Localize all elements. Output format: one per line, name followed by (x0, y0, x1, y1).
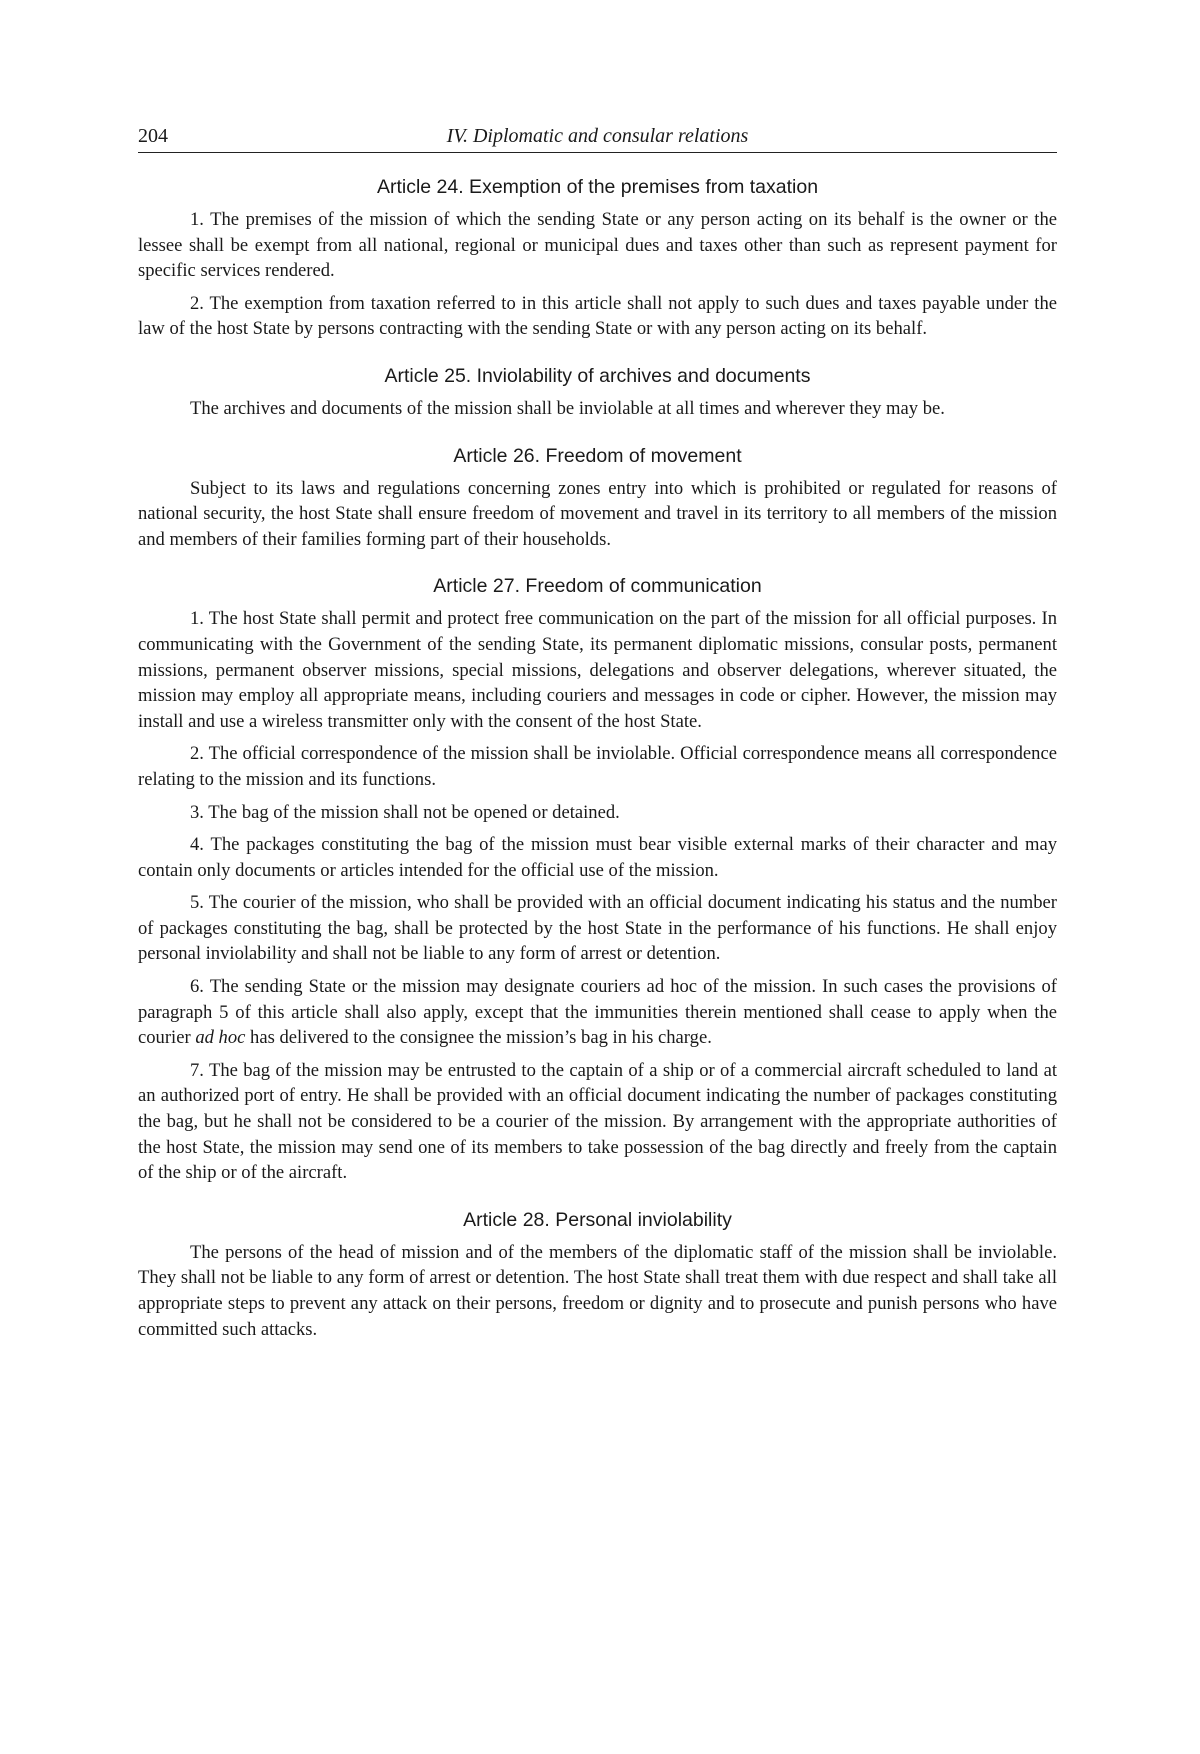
italic-term: ad hoc (195, 1027, 246, 1049)
article-title: Article 24. Exemption of the premises from taxation (376, 176, 819, 198)
article-title: Article 25. Inviolability of archives and documents (384, 364, 811, 387)
article-25 (138, 364, 1057, 422)
paragraph: 2. The official correspondence of the mission shall be inviolable. Official correspondence means all correspondence relating to the mission and its functions. (138, 743, 1057, 790)
article-24 (138, 175, 1057, 342)
running-header (138, 118, 1057, 153)
paragraph: 1. The premises of the mission of which the sending State or any person acting on its behalf is the owner or the lessee shall be exempt from all national, regional or municipal dues and taxes other than such as represent payment for specific services rendered. (138, 209, 1057, 282)
article-title: Article 26. Freedom of movement (453, 444, 742, 467)
document-page (138, 118, 1057, 1349)
paragraph: 3. The bag of the mission shall not be opened or detained. (190, 801, 620, 823)
article-title: Article 28. Personal inviolability (463, 1208, 732, 1231)
paragraph-text: has delivered to the consignee the mission’s bag in his charge. (245, 1027, 712, 1049)
paragraph (138, 974, 1057, 1051)
paragraph: 2. The exemption from taxation referred to in this article shall not apply to such dues and taxes payable under the law of the host State by persons contracting with the sending State or with any person acting on its behalf. (138, 292, 1057, 340)
article-28 (138, 1208, 1057, 1342)
article-26 (138, 444, 1057, 553)
paragraph-text: 6. The sending State or the mission may designate couriers ad hoc of the mission. In such cases the provisions of paragraph 5 of this article shall also apply, except that the immunities therein mentioned shall cease to apply when the courier (138, 976, 1057, 1049)
article-title: Article 27. Freedom of communication (433, 575, 762, 598)
paragraph: 7. The bag of the mission may be entrusted to the captain of a ship or of a commercial aircraft scheduled to land at an authorized port of entry. He shall be provided with an official document indicating the number of packages constituting the bag, but he shall not be considered to be a courier of the mission. By arrangement with the appropriate authorities of the host State, the mission may send one of its members to take possession of the bag directly and freely from the captain of the ship or of the aircraft. (138, 1059, 1057, 1184)
paragraph: The archives and documents of the mission shall be inviolable at all times and wherever they may be. (190, 397, 945, 419)
paragraph: 4. The packages constituting the bag of the mission must bear visible external marks of their character and may contain only documents or articles intended for the official use of the mission. (138, 834, 1057, 881)
section-title: IV. Diplomatic and consular relations (446, 125, 749, 147)
article-27 (138, 574, 1057, 1185)
page-number: 204 (138, 125, 168, 147)
paragraph: 5. The courier of the mission, who shall be provided with an official document indicating his status and the number of packages constituting the bag, shall be protected by the host State in the performance of his functions. He shall enjoy personal inviolability and shall not be liable to any form of arrest or detention. (138, 892, 1057, 965)
paragraph: 1. The host State shall permit and protect free communication on the part of the mission for all official purposes. In communicating with the Government of the sending State, its permanent diplomatic missions, consular posts, permanent missions, permanent observer missions, special missions, delegations and observer delegations, wherever situated, the mission may employ all appropriate means, including couriers and messages in code or cipher. However, the mission may install and use a wireless transmitter only with the consent of the host State. (138, 608, 1057, 732)
paragraph: The persons of the head of mission and of the members of the diplomatic staff of the mission shall be inviolable. They shall not be liable to any form of arrest or detention. The host State shall treat them with due respect and shall take all appropriate steps to prevent any attack on their persons, freedom or dignity and to prosecute and punish persons who have committed such attacks. (138, 1241, 1057, 1340)
paragraph: Subject to its laws and regulations concerning zones entry into which is prohibited or regulated for reasons of national security, the host State shall ensure freedom of movement and travel in its territory to all members of the mission and members of their families forming part of their households. (138, 477, 1057, 550)
